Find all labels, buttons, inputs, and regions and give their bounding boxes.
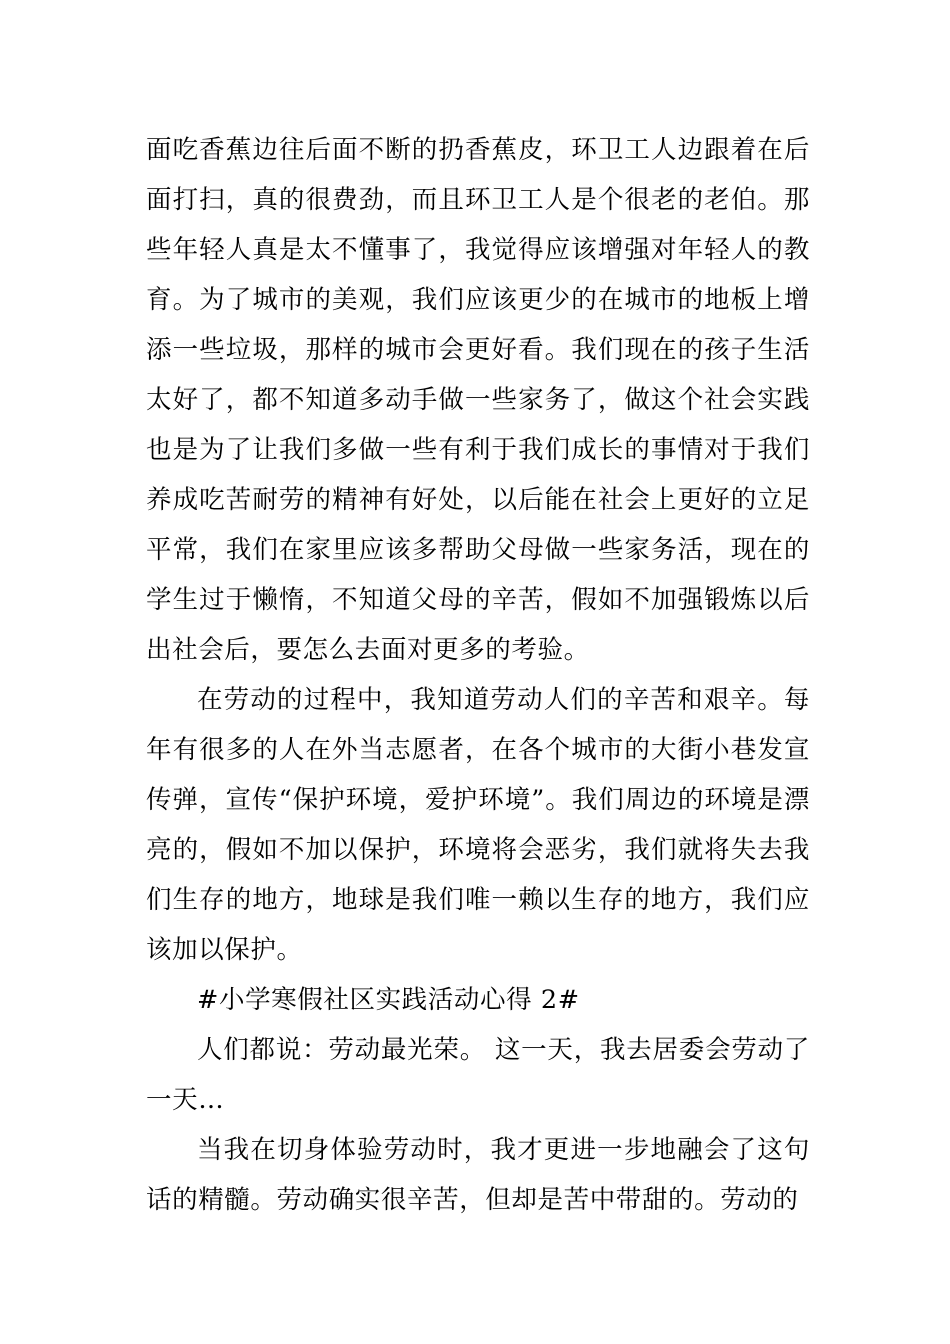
- paragraph-2: 在劳动的过程中，我知道劳动人们的辛苦和艰辛。每年有很多的人在外当志愿者，在各个城市的大街小巷发宣传弹，宣传“保护环境，爱护环境”。我们周边的环境是漂亮的，假如不加以保护，环境将会恶劣，我们就将失去我们生存的地方，地球是我们唯一赖以生存的地方，我们应该加以保护。: [146, 685, 810, 965]
- paragraph-3: 人们都说：劳动最光荣。 这一天，我去居委会劳动了一天…: [146, 1035, 810, 1115]
- paragraph-4: 当我在切身体验劳动时，我才更进一步地融会了这句话的精髓。劳动确实很辛苦，但却是苦中带甜的。劳动的: [146, 1135, 810, 1215]
- paragraph-1: 面吃香蕉边往后面不断的扔香蕉皮，环卫工人边跟着在后面打扫，真的很费劲，而且环卫工人是个很老的老伯。那些年轻人真是太不懂事了，我觉得应该增强对年轻人的教育。为了城市的美观，我们应该更少的在城市的地板上增添一些垃圾，那样的城市会更好看。我们现在的孩子生活太好了，都不知道多动手做一些家务了，做这个社会实践也是为了让我们多做一些有利于我们成长的事情对于我们养成吃苦耐劳的精神有好处，以后能在社会上更好的立足平常，我们在家里应该多帮助父母做一些家务活，现在的学生过于懒惰，不知道父母的辛苦，假如不加强锻炼以后出社会后，要怎么去面对更多的考验。: [146, 135, 810, 665]
- document-body: [146, 125, 810, 1225]
- section-heading: #小学寒假社区实践活动心得 2#: [197, 985, 580, 1015]
